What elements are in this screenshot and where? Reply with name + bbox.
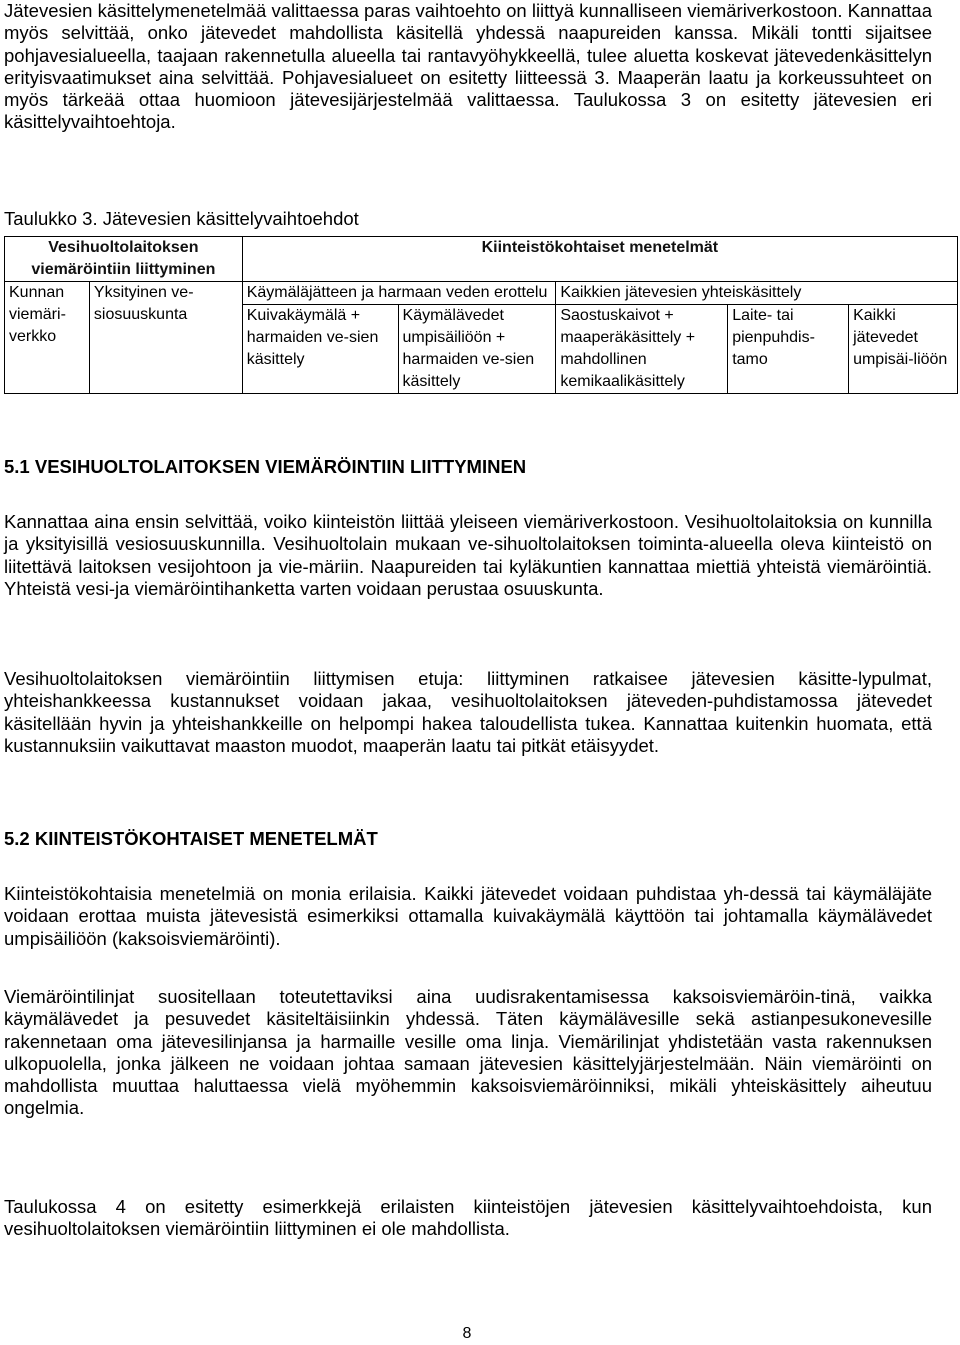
section-5-2-para-1-block [4,883,932,950]
intro-block [4,0,932,134]
table-caption: Taulukko 3. Jätevesien käsittelyvaihtoehdot [4,208,359,229]
section-5-1-para-2: Vesihuoltolaitoksen viemäröintiin liittymisen etuja: liittyminen ratkaisee jätevesien käsitte-lypulmat, yhteishankkeessa kustannukset voidaan jakaa, vesihuoltolaitoksen jäteveden-puhdistamossa jätevedet käsitellään hyvin ja yhteishankkeille on helpompi hakea taloudellista tukea. Kannattaa kuitenkin huomata, että kustannuksiin vaikuttavat maaston muodot, maaperän laatu tai pitkät etäisyydet. [4,668,932,756]
section-5-2-para-2: Viemäröintilinjat suositellaan toteutettaviksi aina uudisrakentamisessa kaksoisviemäröin-tinä, vaikka käymälävedet ja pesuvedet käsiteltäisiinkin yhdessä. Täten käymälävesille sekä astianpesukonevesille rakennetaan oma jätevesilinjansa ja harmaille vesille oma linja. Viemärilinjat yhdistetään vasta rakennuksen ulkopuolella, jonka jälkeen ne voidaan johtaa samaan jätevesien käsittelyjärjestelmään. Näin viemäröinti on mahdollista muuttaa haluttaessa vielä myöhemmin kaksoisviemäröinniksi, mikäli yhteiskäsittely aiheutuu ongelmia. [4,986,932,1119]
section-5-1-para-1: Kannattaa aina ensin selvittää, voiko kiinteistön liittää yleiseen viemäriverkostoon. Vesihuoltolaitoksia on kunnilla ja yksityisillä vesiosuuskunnilla. Vesihuoltolain mukaan ve-sihuoltolaitoksen toiminta-alueella oleva kiinteistö on liitettävä laitoksen vesijohtoon ja vie-märiin. Naapureiden tai kyläkuntien kannattaa miettiä yhteistä viemäröintiä. Yhteistä vesi-ja viemäröintihanketta varten voidaan perustaa osuuskunta. [4,511,932,599]
group-header-sewer: Vesihuoltolaitoksen viemäröintiin liittyminen [5,237,243,282]
cell-umpisailio-harmaat: Käymälävedet umpisäiliöön + harmaiden ve-sien käsittely [398,305,556,394]
page-number: 8 [462,1325,472,1342]
section-5-2-para-1: Kiinteistökohtaisia menetelmiä on monia erilaisia. Kaikki jätevedet voidaan puhdistaa yh-dessä tai käymäläjäte voidaan erottaa muista jätevesistä esimerkiksi ottamalla kuivakäymälä käyttöön tai johtamalla käymälävedet umpisäiliöön (kaksoisviemäröinti). [4,883,932,949]
cell-kunnan-viemariverkko: Kunnan viemäri-verkko [5,282,90,394]
section-5-2-para-3: Taulukossa 4 on esitetty esimerkkejä erilaisten kiinteistöjen jätevesien käsittelyvaihtoehdoista, kun vesihuoltolaitoksen viemäröintiin liittyminen ei ole mahdollista. [4,1196,932,1240]
cell-kuivakaymala: Kuivakäymälä + harmaiden ve-sien käsittely [242,305,398,394]
section-heading-5-1: 5.1 VESIHUOLTOLAITOKSEN VIEMÄRÖINTIIN LIITTYMINEN [4,456,527,477]
cell-vesiosuuskunta: Yksityinen ve-siosuuskunta [89,282,242,394]
section-5-2-para-2-block [4,986,932,1120]
intro-paragraph: Jätevesien käsittelymenetelmää valittaessa paras vaihtoehto on liittyä kunnalliseen viemäriverkostoon. Kannattaa myös selvittää, onko jätevedet mahdollista käsitellä yhdessä naapureiden kanssa. Mikäli tontti sijaitsee pohjavesialueella, taajaan rakennetulla alueella tai rantavyöhykkeellä, tulee aluetta koskevat jätevedenkäsittelyn erityisvaatimukset aina selvittää. Pohjavesialueet on esitetty liitteessä 3. Maaperän laatu ja korkeussuhteet on myös tärkeää ottaa huomioon jätevesijärjestelmää valittaessa. Taulukossa 3 on esitetty jätevesien eri käsittelyvaihtoehtoja. [4,0,932,133]
section-5-1-para-1-block [4,511,932,600]
cell-pienpuhdistamo: Laite- tai pienpuhdis-tamo [728,305,849,394]
group-header-property: Kiinteistökohtaiset menetelmät [242,237,957,282]
section-5-2-para-3-block [4,1196,932,1241]
treatment-options-table [4,236,958,394]
cell-kaikki-umpisailio: Kaikki jätevedet umpisäi-liöön [849,305,958,394]
section-heading-5-2: 5.2 KIINTEISTÖKOHTAISET MENETELMÄT [4,828,378,849]
section-5-1-para-2-block [4,668,932,757]
cell-saostuskaivot: Saostuskaivot + maaperäkäsittely + mahdollinen kemikaalikäsittely [556,305,728,394]
cell-yhteiskasittely: Kaikkien jätevesien yhteiskäsittely [556,282,958,305]
cell-erottelu: Käymäläjätteen ja harmaan veden erottelu [242,282,556,305]
